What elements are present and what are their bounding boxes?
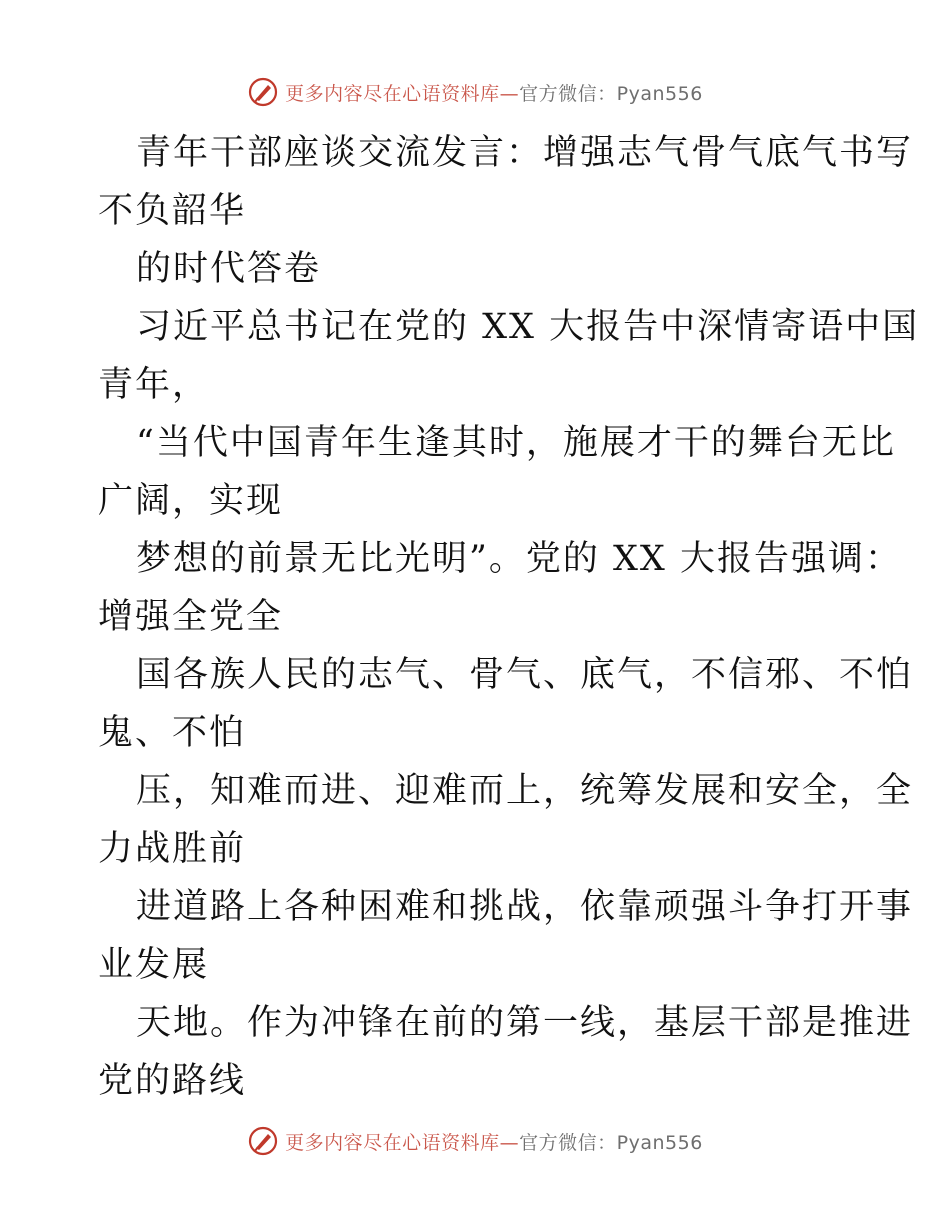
watermark-text: 更多内容尽在心语资料库—官方微信：Pyan556 <box>285 1131 703 1154</box>
text-line: 不负韶华 <box>98 191 247 231</box>
text-line: 业发展 <box>98 945 210 985</box>
text-line: 梦想的前景无比光明”。党的 XX 大报告强调： <box>136 539 902 579</box>
text-line: 的时代答卷 <box>136 249 322 289</box>
text-line: 压，知难而进、迎难而上，统筹发展和安全，全 <box>136 771 914 811</box>
text-line: 鬼、不怕 <box>98 713 247 753</box>
text-line: 青年， <box>98 365 210 405</box>
quill-pen-logo-icon <box>247 1125 279 1157</box>
text-line: 国各族人民的志气、骨气、底气，不信邪、不怕 <box>136 655 914 695</box>
header-watermark <box>0 72 950 112</box>
quill-pen-logo-icon <box>247 76 279 108</box>
text-line: 增强全党全 <box>98 597 284 637</box>
text-line: “当代中国青年生逢其时，施展才干的舞台无比 <box>136 423 896 463</box>
text-line: 党的路线 <box>98 1061 247 1101</box>
text-line: 力战胜前 <box>98 829 247 869</box>
document-body <box>98 124 920 1110</box>
text-line: 习近平总书记在党的 XX 大报告中深情寄语中国 <box>136 307 920 347</box>
watermark-text: 更多内容尽在心语资料库—官方微信：Pyan556 <box>285 82 703 105</box>
footer-watermark <box>0 1121 950 1161</box>
text-line: 进道路上各种困难和挑战，依靠顽强斗争打开事 <box>136 887 914 927</box>
text-line: 青年干部座谈交流发言：增强志气骨气底气书写 <box>136 133 914 173</box>
text-line: 天地。作为冲锋在前的第一线，基层干部是推进 <box>136 1003 914 1043</box>
text-line: 广阔，实现 <box>98 481 284 521</box>
